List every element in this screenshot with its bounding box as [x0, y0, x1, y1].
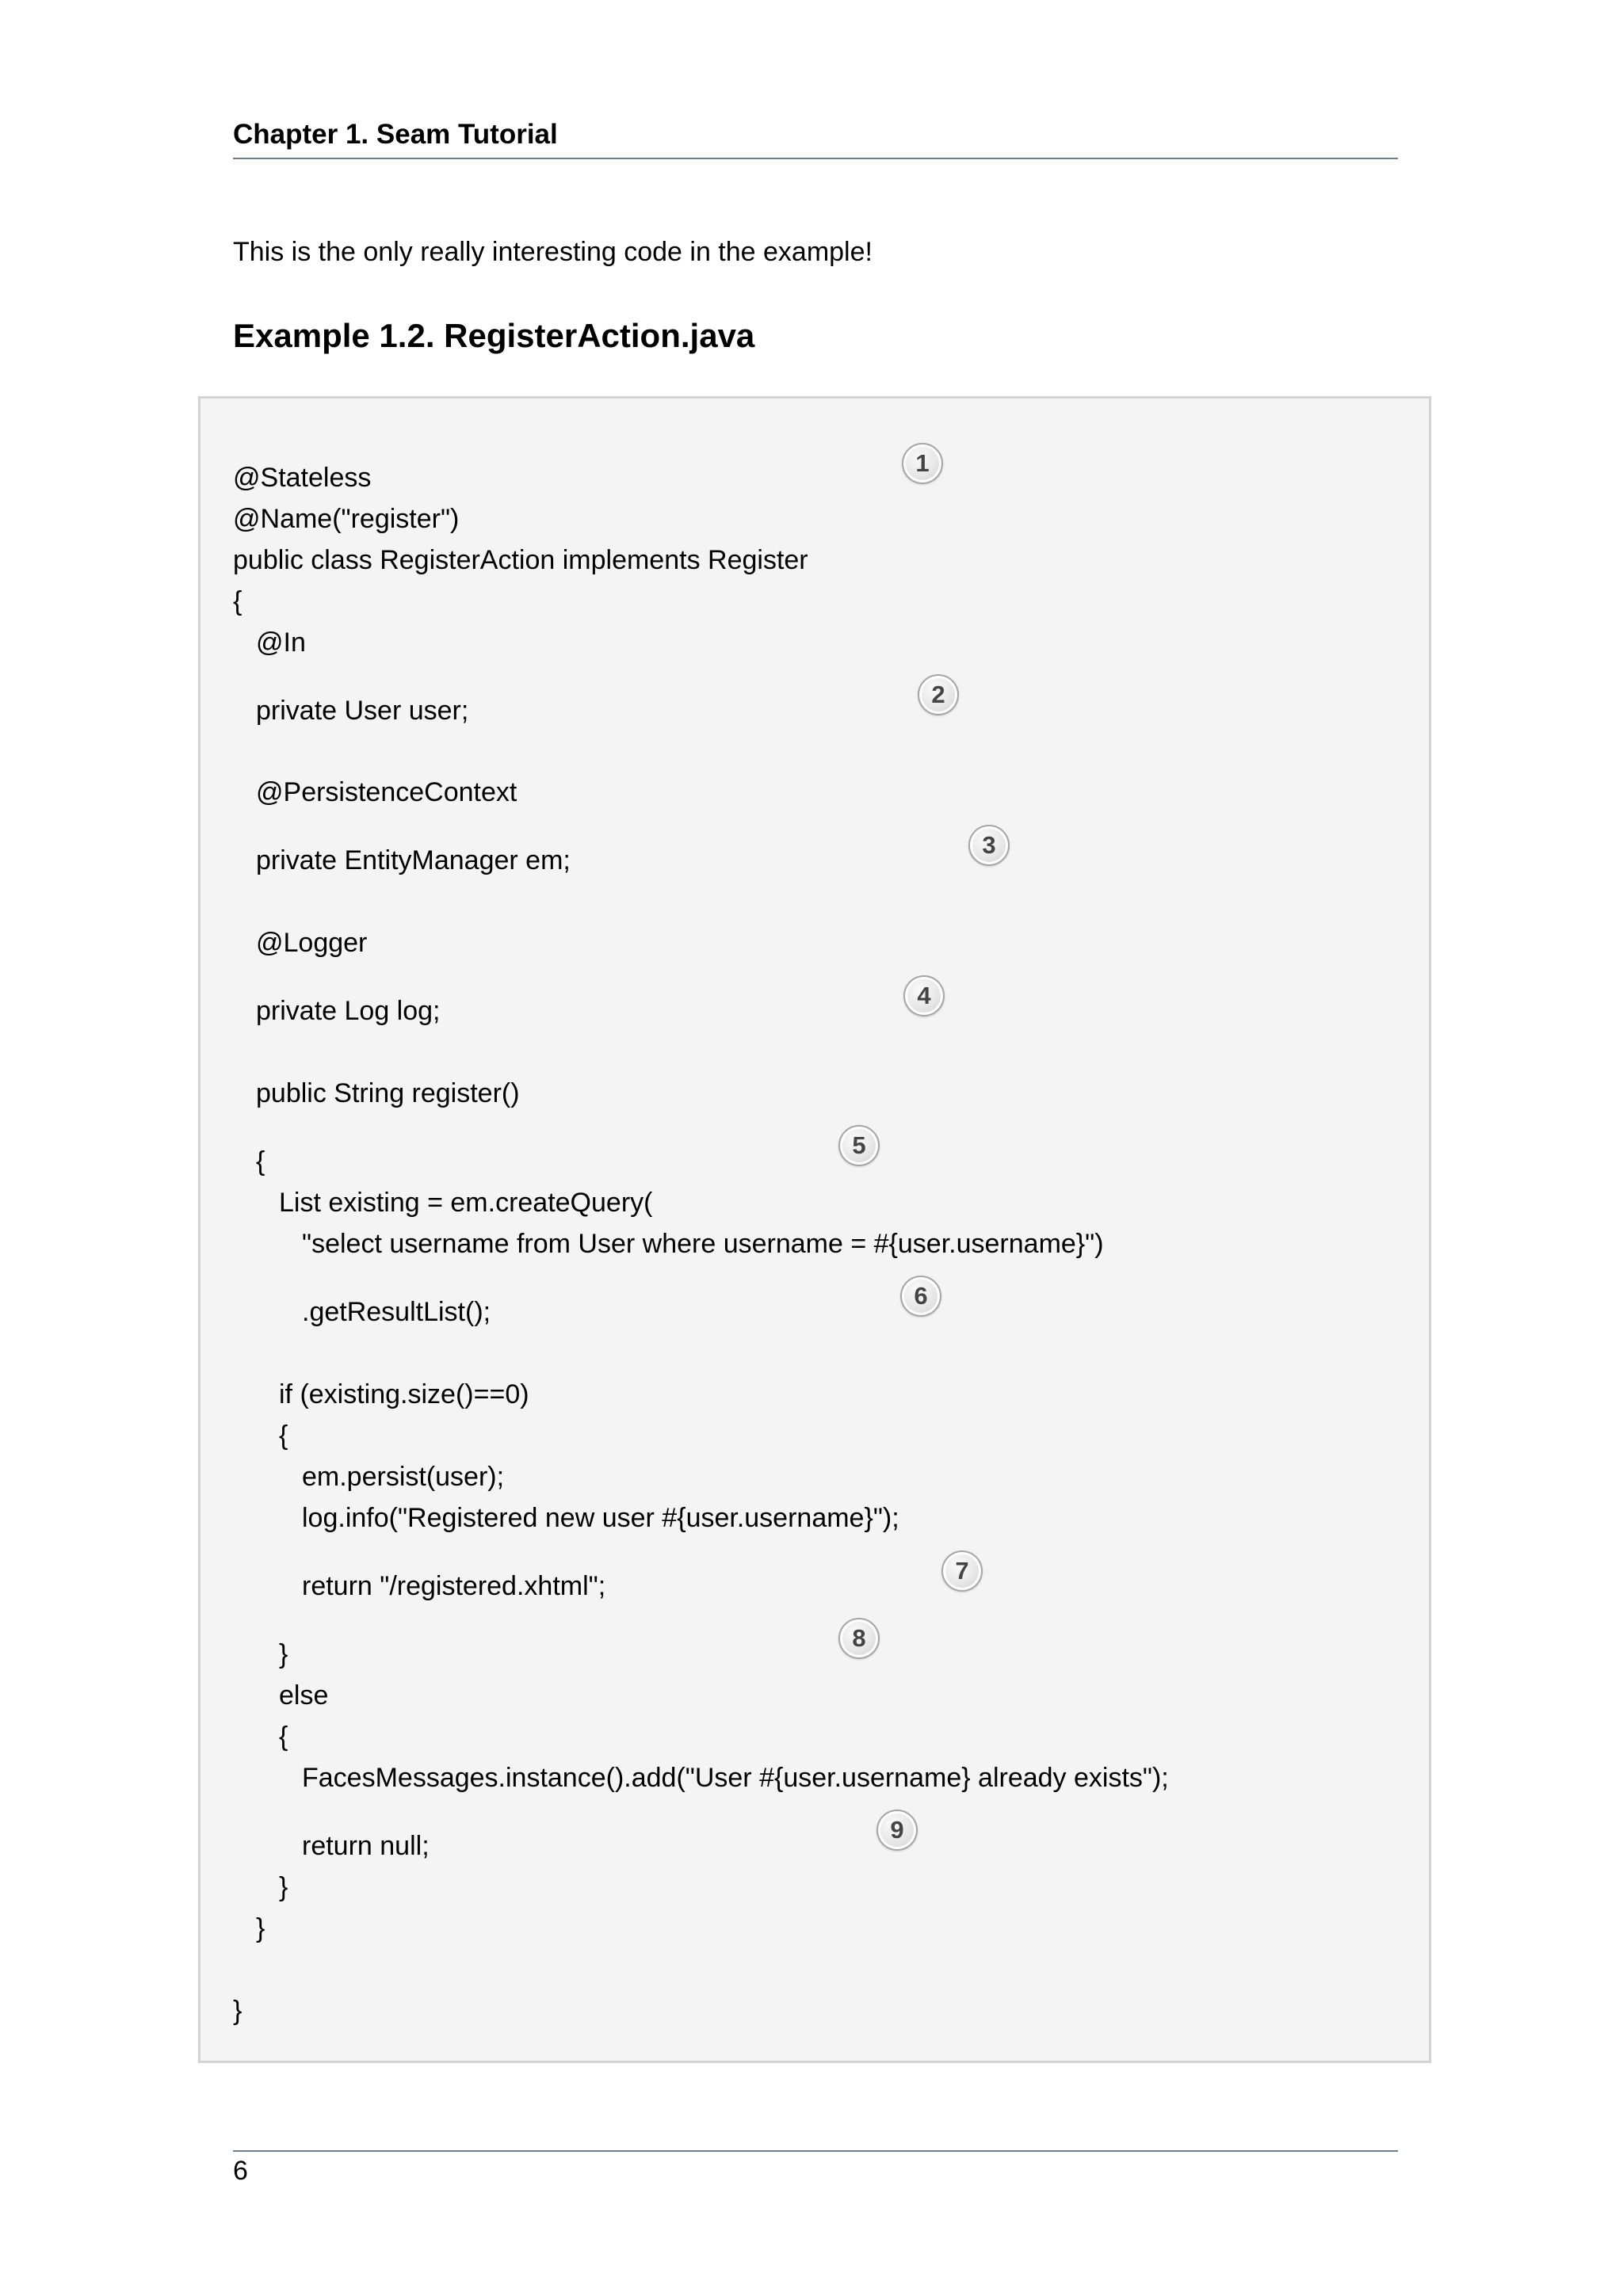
- running-header-chapter-title: Chapter 1. Seam Tutorial: [233, 119, 558, 150]
- code-line: private Log log;: [256, 996, 441, 1026]
- code-line: else: [279, 1680, 329, 1711]
- callout-5-icon[interactable]: 5: [838, 1125, 880, 1166]
- code-line: public class RegisterAction implements Register: [233, 545, 808, 575]
- callout-4-icon[interactable]: 4: [903, 975, 945, 1016]
- code-line: List existing = em.createQuery(: [279, 1188, 653, 1218]
- page-number: 6: [233, 2156, 248, 2186]
- code-line: {: [279, 1722, 288, 1752]
- code-line: {: [279, 1421, 288, 1451]
- code-line: }: [279, 1872, 288, 1902]
- code-line: private EntityManager em;: [256, 845, 571, 875]
- code-line: }: [256, 1913, 265, 1943]
- code-line: {: [233, 586, 242, 616]
- callout-2-icon[interactable]: 2: [918, 674, 959, 715]
- callout-6-icon[interactable]: 6: [900, 1276, 941, 1317]
- code-line: return "/registered.xhtml";: [302, 1571, 606, 1601]
- intro-paragraph: This is the only really interesting code in the example!: [233, 237, 873, 267]
- callout-8-icon[interactable]: 8: [838, 1618, 880, 1659]
- callout-9-icon[interactable]: 9: [876, 1810, 918, 1851]
- code-line: log.info("Registered new user #{user.username}");: [302, 1503, 899, 1533]
- callout-1-icon[interactable]: 1: [902, 443, 943, 484]
- footer-divider: [233, 2150, 1398, 2152]
- code-line: return null;: [302, 1831, 430, 1861]
- code-line: }: [233, 1996, 242, 2026]
- code-line: }: [279, 1639, 288, 1669]
- code-line: if (existing.size()==0): [279, 1379, 529, 1409]
- code-line: @Name("register"): [233, 504, 460, 534]
- header-divider: [233, 158, 1398, 159]
- code-line: public String register(): [256, 1078, 520, 1108]
- code-line: @Stateless: [233, 463, 372, 493]
- callout-3-icon[interactable]: 3: [968, 825, 1010, 866]
- code-line: private User user;: [256, 696, 469, 726]
- example-title: Example 1.2. RegisterAction.java: [233, 317, 755, 354]
- code-line: em.persist(user);: [302, 1462, 505, 1492]
- code-line: {: [256, 1146, 265, 1177]
- code-line: @PersistenceContext: [256, 777, 517, 807]
- code-line: .getResultList();: [302, 1297, 491, 1327]
- code-line: FacesMessages.instance().add("User #{user.username} already exists");: [302, 1763, 1169, 1793]
- code-line: "select username from User where username = #{user.username}"): [302, 1229, 1104, 1259]
- code-line: @Logger: [256, 928, 368, 958]
- code-line: @In: [256, 627, 306, 658]
- callout-7-icon[interactable]: 7: [941, 1550, 983, 1592]
